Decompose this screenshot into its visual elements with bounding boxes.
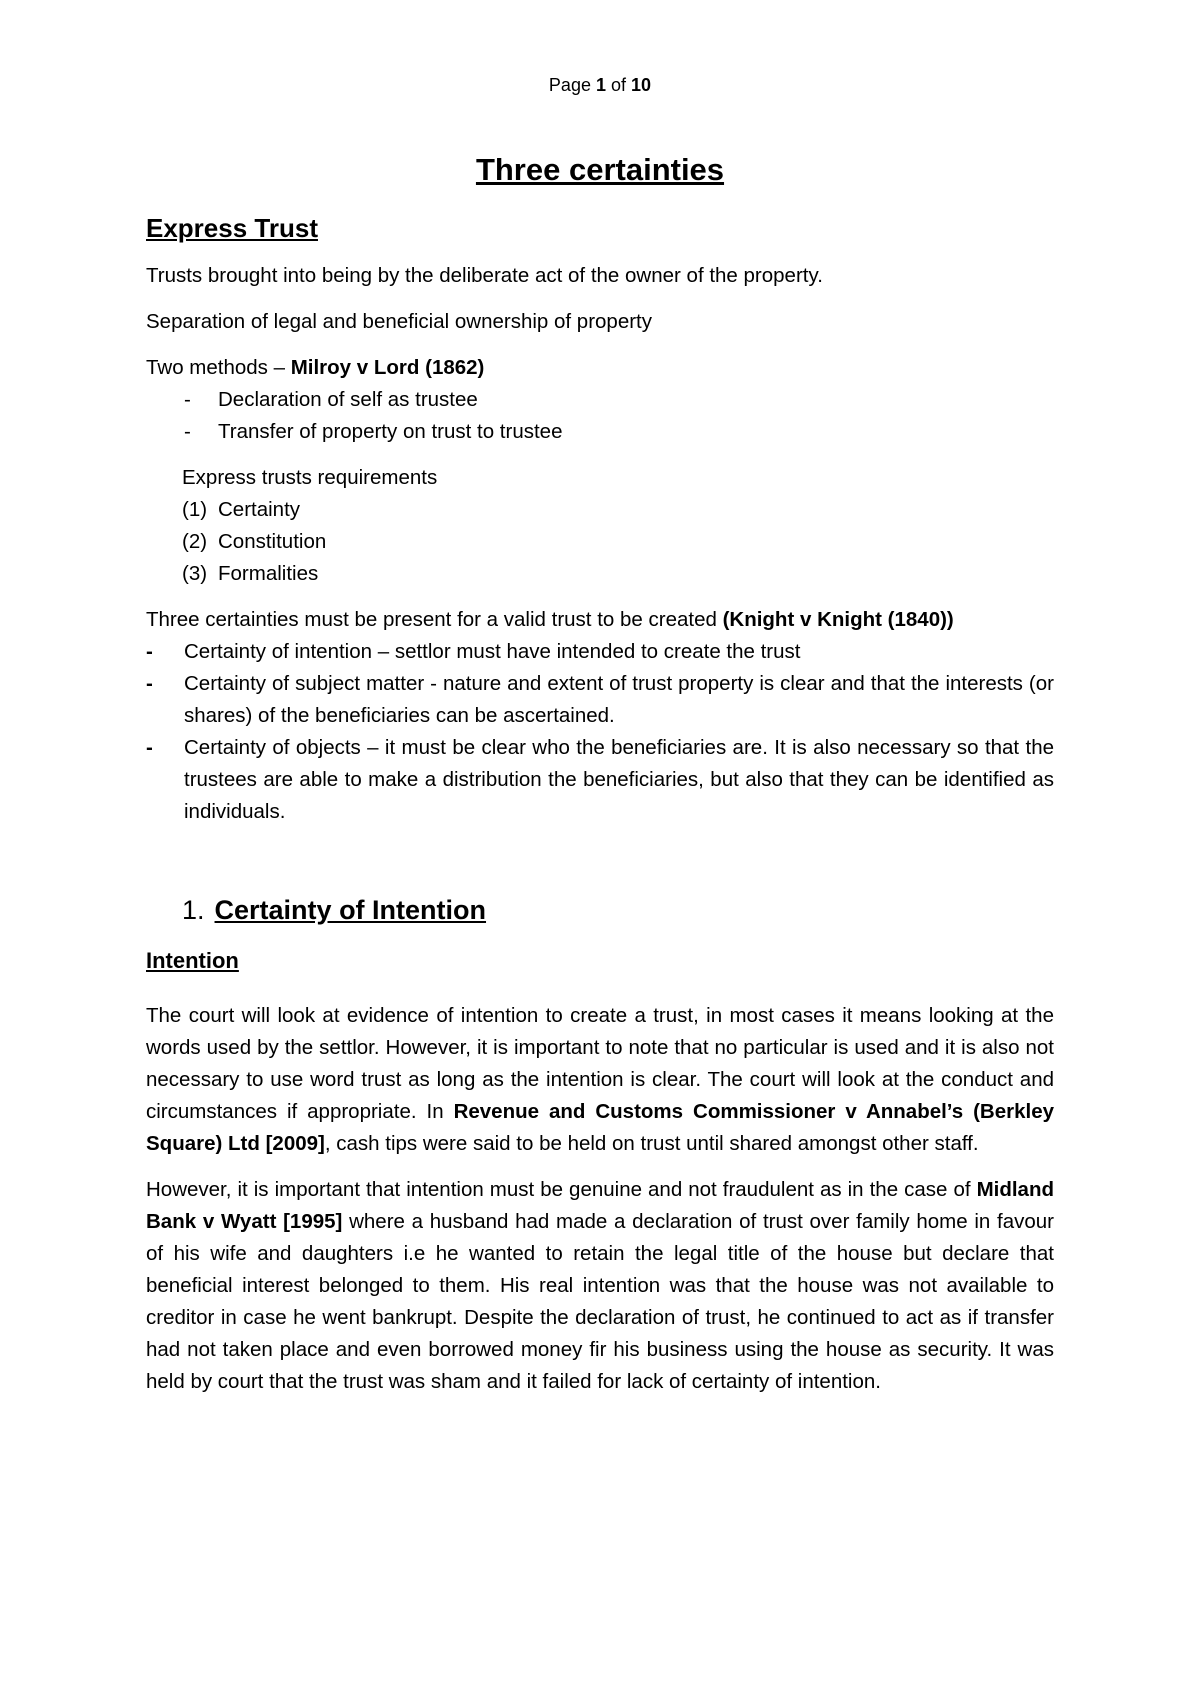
list-marker: (1)	[182, 498, 208, 521]
intention-subheading: Intention	[146, 948, 239, 973]
express-trust-heading: Express Trust	[146, 213, 318, 243]
three-certainties-lead: Three certainties must be present for a valid trust to be created	[146, 608, 723, 631]
case-midland-bank-v-wyatt: Midland Bank v Wyatt [1995]	[146, 1178, 1054, 1233]
list-item	[146, 558, 1054, 590]
list-item: - Certainty of intention – settlor must have intended to create the trust	[146, 636, 1054, 668]
case-milroy-v-lord: Milroy v Lord (1862)	[290, 356, 485, 379]
express-trust-definition: Trusts brought into being by the deliberate act of the owner of the property.	[146, 264, 823, 287]
case-knight-v-knight: (Knight v Knight (1840))	[722, 608, 954, 631]
page-current: 1	[595, 75, 606, 95]
two-methods-lead: Two methods –	[146, 356, 291, 379]
list-item-text: Certainty	[218, 498, 301, 521]
two-methods-text	[146, 352, 1054, 384]
section-title: Certainty of Intention	[214, 895, 487, 925]
separation-ownership-text: Separation of legal and beneficial ownership of property	[146, 310, 652, 333]
list-item	[146, 526, 1054, 558]
paragraph-text: where a husband had made a declaration of trust over family home in favour of his wife and daughters i.e he wanted to retain the legal title of the house but declare that beneficial interest belonged to them. His real intention was that the house was not available to creditor in case he went bankrupt. Despite the declaration of trust, he continued to act as if transfer had not taken place and even borrowed money fir his business using the house as security. It was held by court that the trust was sham and it failed for lack of certainty of intention.	[146, 1210, 1055, 1393]
intention-paragraph-1	[146, 1000, 1054, 1160]
section-number: 1.	[182, 895, 205, 925]
list-marker: (2)	[182, 530, 208, 553]
case-revenue-v-annabels: Revenue and Customs Commissioner v Annabel’s (Berkley Square) Ltd [2009]	[146, 1100, 1055, 1155]
list-item: - Certainty of objects – it must be clear who the beneficiaries are. It is also necessary so that the trustees are able to make a distribution the beneficiaries, but also that they can be identified as individuals.	[146, 732, 1054, 828]
list-item-text: Constitution	[218, 530, 327, 553]
paragraph-text: However, it is important that intention must be genuine and not fraudulent as in the case of	[146, 1178, 977, 1201]
requirements-label: Express trusts requirements	[182, 466, 438, 489]
section-1-heading	[146, 890, 1054, 930]
paragraph-text: , cash tips were said to be held on trust until shared amongst other staff.	[324, 1132, 979, 1155]
list-item-text: Formalities	[218, 562, 319, 585]
list-item: - Declaration of self as trustee	[146, 384, 1054, 416]
page-prefix: Page	[548, 75, 591, 95]
requirements-list	[146, 494, 1054, 590]
intention-paragraph-2	[146, 1174, 1054, 1398]
three-certainties-text	[146, 604, 1054, 636]
list-item: - Transfer of property on trust to trustee	[146, 416, 1054, 448]
list-marker: (3)	[182, 562, 208, 585]
methods-list	[146, 384, 1054, 448]
list-item	[146, 494, 1054, 526]
list-item: - Certainty of subject matter - nature and extent of trust property is clear and that the interests (or shares) of the beneficiaries can be ascertained.	[146, 668, 1054, 732]
certainties-list	[146, 636, 1054, 828]
page-number	[146, 0, 1054, 98]
document-title: Three certainties	[475, 152, 725, 187]
paragraph-text: The court will look at evidence of intention to create a trust, in most cases it means looking at the words used by the settlor. However, it is important to note that no particular is used and it is also not necessary to use word trust as long as the intention is clear. The court will look at the conduct and circumstances if appropriate. In	[146, 1004, 1054, 1123]
page-total: 10	[631, 75, 652, 95]
page-of: of	[611, 75, 627, 95]
